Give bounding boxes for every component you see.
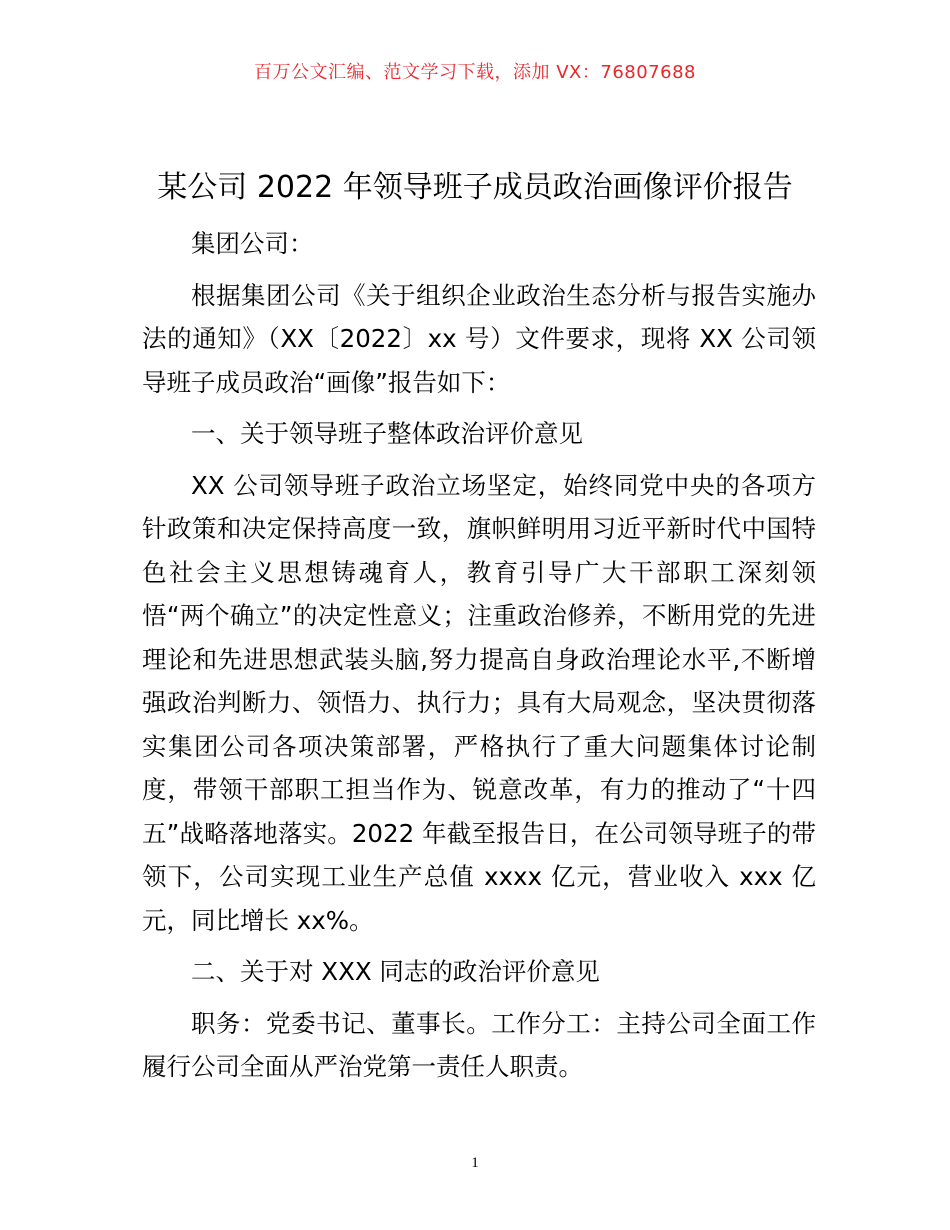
header-ad-text: 百万公文汇编、范文学习下载，添加 VX：76807688 — [254, 62, 696, 83]
section-heading-2: 二、关于对 XXX 同志的政治评价意见 — [191, 957, 600, 986]
document-title: 某公司 2022 年领导班子成员政治画像评价报告 — [157, 170, 793, 205]
paragraph-team-evaluation: XX 公司领导班子政治立场坚定，始终同党中央的各项方针政策和决定保持高度一致，旗帜鲜明用习近平新时代中国特色社会主义思想铸魂育人，教育引导广大干部职工深刻领悟“两个确立”的决定性意义；注重政治修养，不断用党的先进理论和先进思想武装头脑,努力提高自身政治理论水平,不断增强政治判断力、领悟力、执行力；具有大局观念，坚决贯彻落实集团公司各项决策部署，严格执行了重大问题集体讨论制度，带领干部职工担当作为、锐意改革，有力的推动了“十四五”战略落地落实。2022 年截至报告日，在公司领导班子的带领下，公司实现工业生产总值 xxxx 亿元，营业收入 xxx 亿元，同比增长 xx%。 — [142, 470, 816, 935]
paragraph-position-duties: 职务：党委书记、董事长。工作分工：主持公司全面工作履行公司全面从严治党第一责任人职责。 — [142, 1008, 816, 1081]
document-body — [142, 222, 816, 1089]
salutation: 集团公司： — [191, 229, 314, 258]
page-number: 1 — [471, 1155, 479, 1171]
paragraph-intro: 根据集团公司《关于组织企业政治生态分析与报告实施办法的通知》（XX〔2022〕xx 号）文件要求，现将 XX 公司领导班子成员政治“画像”报告如下： — [142, 280, 816, 397]
section-heading-1: 一、关于领导班子整体政治评价意见 — [191, 419, 583, 448]
